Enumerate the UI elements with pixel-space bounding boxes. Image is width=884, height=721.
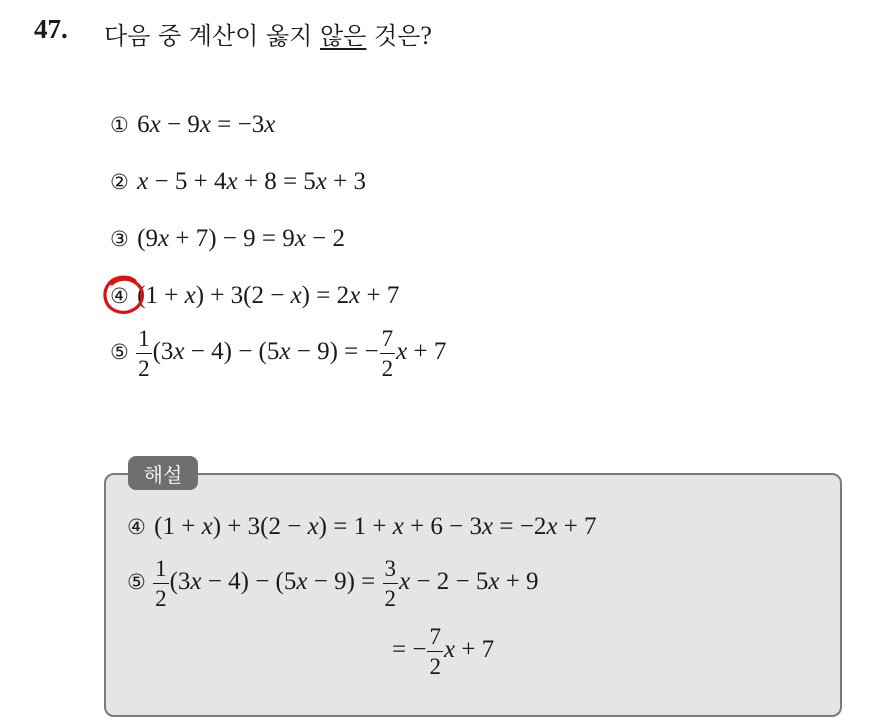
- choice-1[interactable]: [110, 111, 275, 139]
- choice-5-expression: $\frac{1}{2}$ (3x − 4) − (5x − 9) = − $\frac{7}{2}$ x + 7: [138, 326, 447, 381]
- choice-2[interactable]: [110, 168, 366, 196]
- question-number: 47.: [34, 14, 68, 44]
- prompt-text-end: 것은: [366, 22, 421, 50]
- prompt-underlined-word: 않은: [320, 22, 367, 50]
- choice-1-number: ①: [110, 113, 129, 137]
- choice-3-expression: (9x + 7) − 9 = 9x − 2: [135, 225, 345, 252]
- prompt-text-start: 다음 중 계산이 옳지: [104, 22, 320, 50]
- explanation-label: 해설: [128, 456, 198, 490]
- question-prompt: [104, 16, 432, 51]
- choice-4-expression: (1 + x) + 3(2 − x) = 2x + 7: [135, 282, 400, 309]
- explanation-line-1-expression: (1 + x) + 3(2 − x) = 1 + x + 6 − 3x = −2x + 7: [152, 513, 597, 540]
- choice-2-expression: x − 5 + 4x + 8 = 5x + 3: [137, 168, 367, 195]
- choice-2-number: ②: [110, 170, 129, 194]
- choice-5-number: ⑤: [110, 340, 129, 365]
- answer-circle-mark: [102, 272, 146, 316]
- explanation-line-3: = − $\frac{7}{2}$ x + 7: [392, 624, 495, 679]
- choice-4[interactable]: [110, 282, 399, 310]
- explanation-line-2-expression: $\frac{1}{2}$ (3x − 4) − (5x − 9) = $\frac{3}{2}$ x − 2 − 5x + 9: [155, 556, 539, 611]
- prompt-question-mark: ?: [420, 21, 432, 50]
- choice-4-number: ④: [110, 284, 129, 308]
- explanation-line-1: [127, 513, 597, 541]
- explanation-line-1-number: ④: [127, 515, 146, 539]
- explanation-line-2-number: ⑤: [127, 570, 146, 595]
- choice-3-number: ③: [110, 227, 129, 251]
- explanation-line-2: [127, 557, 539, 610]
- choice-1-expression: 6x − 9x = −3x: [135, 111, 276, 138]
- choice-3[interactable]: [110, 225, 345, 253]
- choice-5[interactable]: [110, 327, 446, 380]
